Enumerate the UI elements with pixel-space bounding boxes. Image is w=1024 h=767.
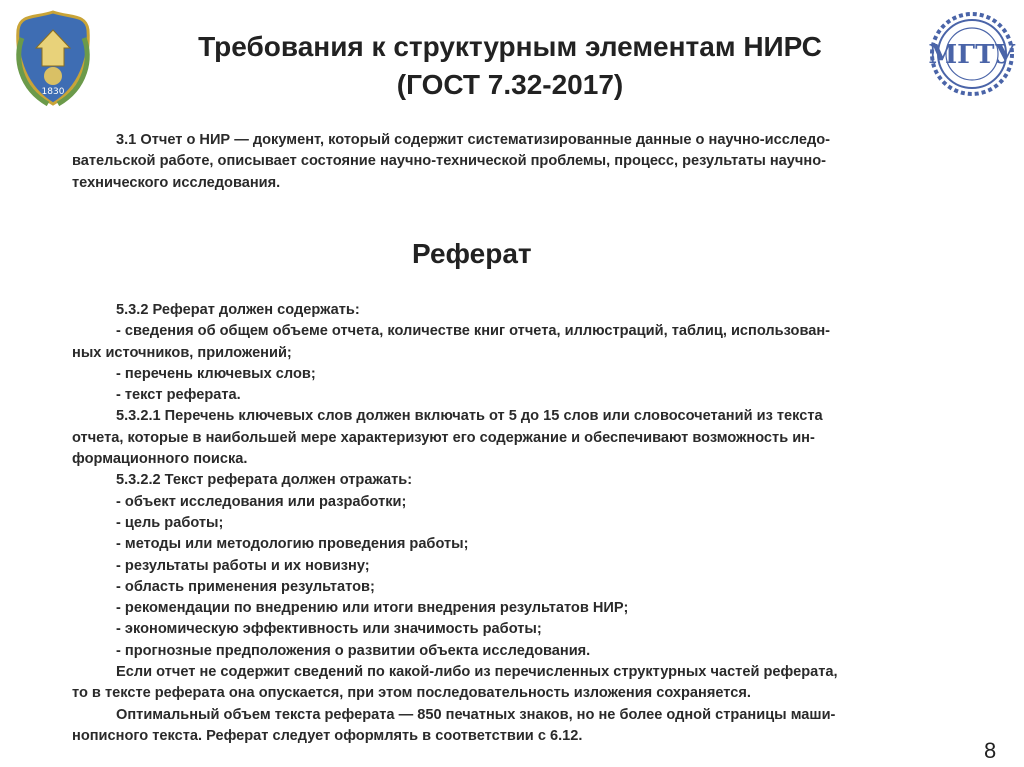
section-heading: Реферат	[412, 238, 532, 269]
body-line: - текст реферата.	[116, 387, 241, 404]
body-line: 5.3.2 Реферат должен содержать:	[116, 302, 360, 318]
title-line-2: (ГОСТ 7.32-2017)	[396, 69, 624, 100]
crest-year: 1830	[41, 87, 65, 97]
body-line: - результаты работы и их новизну;	[116, 557, 370, 574]
body-line: Оптимальный объем текста реферата — 850 печатных знаков, но не более одной страницы маши-	[116, 706, 836, 723]
gear-seal-logo	[928, 10, 1016, 98]
body-line: отчета, которые в наибольшей мере характеризуют его содержание и обеспечивают возможность ин-	[72, 429, 815, 446]
body-line: - объект исследования или разработки;	[116, 493, 407, 510]
body-line: Если отчет не содержит сведений по какой-либо из перечисленных структурных частей реферата,	[116, 664, 838, 681]
university-crest-logo	[10, 8, 96, 108]
body-line: 5.3.2.1 Перечень ключевых слов должен включать от 5 до 15 слов или словосочетаний из текста	[116, 408, 823, 425]
body-line: ных источников, приложений;	[72, 344, 292, 361]
seal-letters: МГТУ	[928, 40, 1016, 70]
body-line: - цель работы;	[116, 514, 224, 531]
body-line: формационного поиска.	[72, 451, 248, 468]
body-line: - прогнозные предположения о развитии объекта исследования.	[116, 642, 591, 659]
body-line: нописного текста. Реферат следует оформлять в соответствии с 6.12.	[72, 727, 583, 744]
slide-title	[110, 28, 910, 104]
page-number: 8	[984, 738, 997, 763]
body-line: - перечень ключевых слов;	[116, 365, 316, 382]
body-line: - экономическую эффективность или значимость работы;	[116, 621, 542, 638]
body-line: - область применения результатов;	[116, 578, 375, 595]
definition-line: вательской работе, описывает состояние научно-технической проблемы, процесс, результаты научно-	[72, 153, 826, 170]
body-line: то в тексте реферата она опускается, при этом последовательность изложения сохраняется.	[72, 685, 751, 702]
body-line: 5.3.2.2 Текст реферата должен отражать:	[116, 472, 413, 489]
body-line: - рекомендации по внедрению или итоги внедрения результатов НИР;	[116, 600, 629, 617]
body-line: - сведения об общем объеме отчета, количестве книг отчета, иллюстраций, таблиц, использован-	[116, 323, 831, 340]
definition-excerpt	[72, 130, 904, 194]
definition-line: 3.1 Отчет о НИР — документ, который содержит систематизированные данные о научно-исследо-	[116, 132, 831, 148]
abstract-requirements-excerpt	[72, 300, 904, 747]
definition-line: технического исследования.	[72, 174, 281, 191]
title-line-1: Требования к структурным элементам НИРС	[198, 31, 822, 62]
body-line: - методы или методологию проведения работы;	[116, 536, 469, 553]
